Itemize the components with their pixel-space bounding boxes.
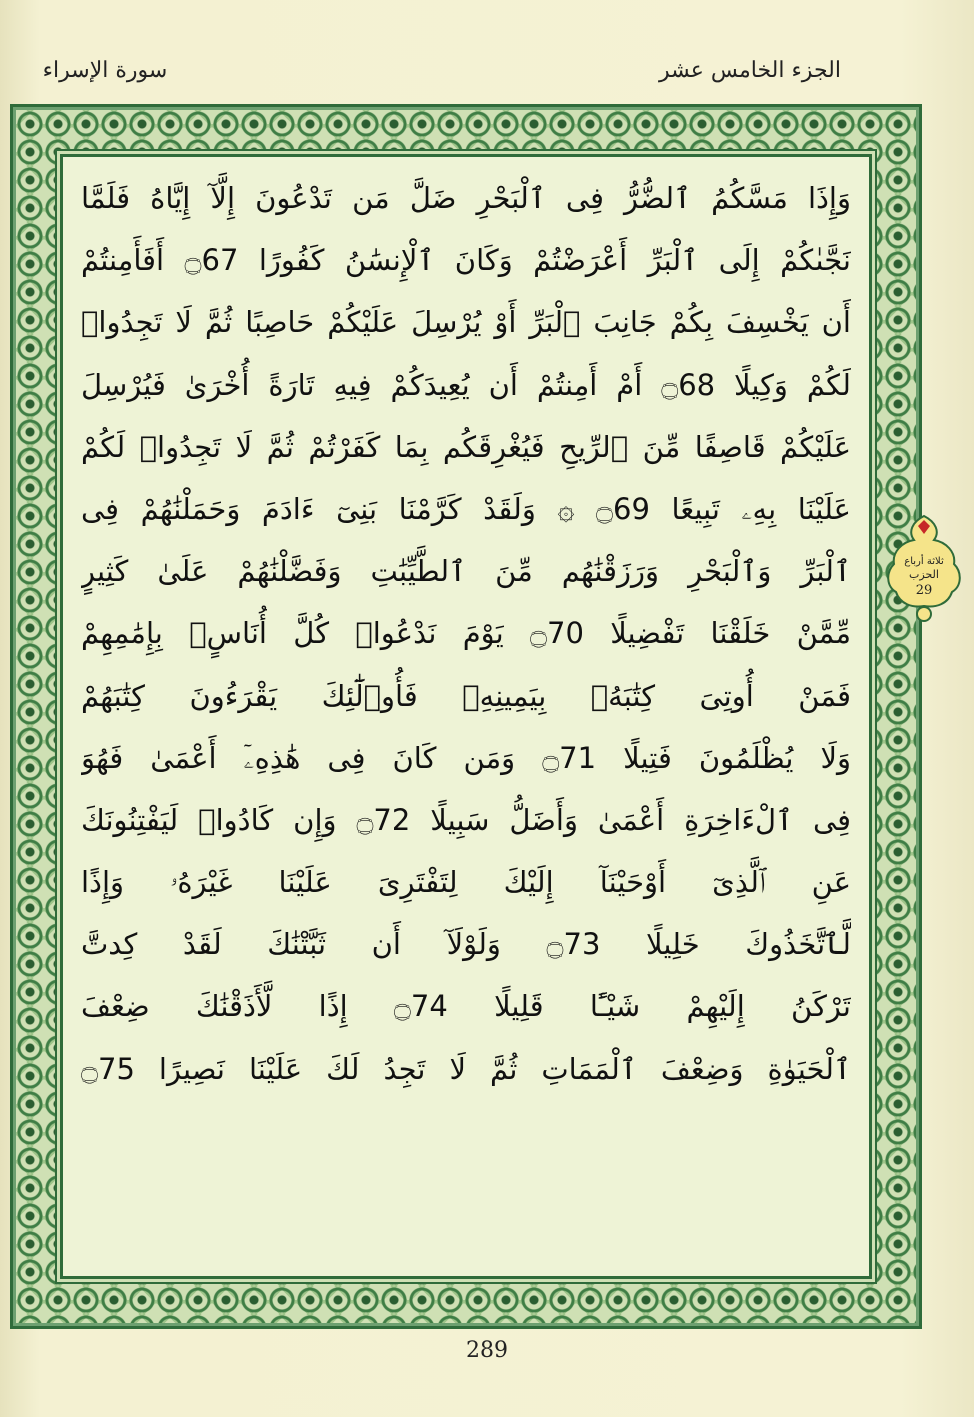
text-panel xyxy=(60,154,872,1279)
verse-line: نَجَّىٰكُمْ إِلَى ٱلْبَرِّ أَعْرَضْتُمْ وَكَانَ ٱلْإِنسَٰنُ كَفُورًا ۝67 أَفَأَمِنتُمْ xyxy=(81,243,851,278)
verse-line: لَكُمْ وَكِيلًا ۝68 أَمْ أَمِنتُمْ أَن يُعِيدَكُمْ فِيهِ تَارَةً أُخْرَىٰ فَيُرْسِلَ xyxy=(81,367,851,402)
hizb-marker-line2: الحزب xyxy=(909,568,939,581)
frame-pattern xyxy=(16,110,916,1323)
verse-line: وَإِذَا مَسَّكُمُ ٱلضُّرُّ فِى ٱلْبَحْرِ ضَلَّ مَن تَدْعُونَ إِلَّآ إِيَّاهُ فَلَمَّا xyxy=(81,181,851,215)
verse-line: فَمَنْ أُوتِىَ كِتَٰبَهُۥ بِيَمِينِهِۦ فَأُو۟لَٰٓئِكَ يَقْرَءُونَ كِتَٰبَهُمْ xyxy=(81,678,851,713)
page-number: 289 xyxy=(466,1338,508,1363)
juz-title: الجزء الخامس عشر xyxy=(659,58,841,83)
verse-line: ٱلْحَيَوٰةِ وَضِعْفَ ٱلْمَمَاتِ ثُمَّ لَا تَجِدُ لَكَ عَلَيْنَا نَصِيرًا ۝75 xyxy=(81,1051,851,1086)
verse-block xyxy=(81,167,851,1266)
verse-line: أَن يَخْسِفَ بِكُمْ جَانِبَ ٱلْبَرِّ أَوْ يُرْسِلَ عَلَيْكُمْ حَاصِبًا ثُمَّ لَا تَجِدُوا۟ xyxy=(81,305,851,340)
verse-line: تَرْكَنُ إِلَيْهِمْ شَيْـًٔا قَلِيلًا ۝74 إِذًا لَّأَذَقْنَٰكَ ضِعْفَ xyxy=(81,989,851,1024)
verse-line: وَلَا يُظْلَمُونَ فَتِيلًا ۝71 وَمَن كَانَ فِى هَٰذِهِۦٓ أَعْمَىٰ فَهُوَ xyxy=(81,740,851,775)
verse-line: عَلَيْنَا بِهِۦ تَبِيعًا ۝69 ۞ وَلَقَدْ كَرَّمْنَا بَنِىٓ ءَادَمَ وَحَمَلْنَٰهُمْ فِى xyxy=(81,491,851,526)
surah-title: سورة الإسراء xyxy=(42,58,168,83)
hizb-marker-line1: ثلاثة أرباع xyxy=(904,556,944,567)
page-header xyxy=(0,52,974,102)
verse-line: فِى ٱلْءَاخِرَةِ أَعْمَىٰ وَأَضَلُّ سَبِيلًا ۝72 وَإِن كَادُوا۟ لَيَفْتِنُونَكَ xyxy=(81,802,851,837)
hizb-marker-icon xyxy=(882,512,966,624)
ornamental-frame xyxy=(10,104,922,1329)
verse-line: ٱلْبَرِّ وَٱلْبَحْرِ وَرَزَقْنَٰهُم مِّنَ ٱلطَّيِّبَٰتِ وَفَضَّلْنَٰهُمْ عَلَىٰ كَثِيرٍ xyxy=(81,554,851,589)
hizb-marker-number: 29 xyxy=(915,583,933,598)
verse-line: مِّمَّنْ خَلَقْنَا تَفْضِيلًا ۝70 يَوْمَ نَدْعُوا۟ كُلَّ أُنَاسٍۭ بِإِمَٰمِهِمْ xyxy=(81,616,851,651)
verse-line: عَنِ ٱلَّذِىٓ أَوْحَيْنَآ إِلَيْكَ لِتَفْتَرِىَ عَلَيْنَا غَيْرَهُۥ وَإِذًا xyxy=(81,865,851,900)
hizb-marker xyxy=(882,512,966,624)
verse-line: لَّٱتَّخَذُوكَ خَلِيلًا ۝73 وَلَوْلَآ أَن ثَبَّتْنَٰكَ لَقَدْ كِدتَّ xyxy=(81,927,851,962)
verse-line: عَلَيْكُمْ قَاصِفًا مِّنَ ٱلرِّيحِ فَيُغْرِقَكُم بِمَا كَفَرْتُمْ ثُمَّ لَا تَجِدُوا۟ لَكُمْ xyxy=(81,429,851,464)
